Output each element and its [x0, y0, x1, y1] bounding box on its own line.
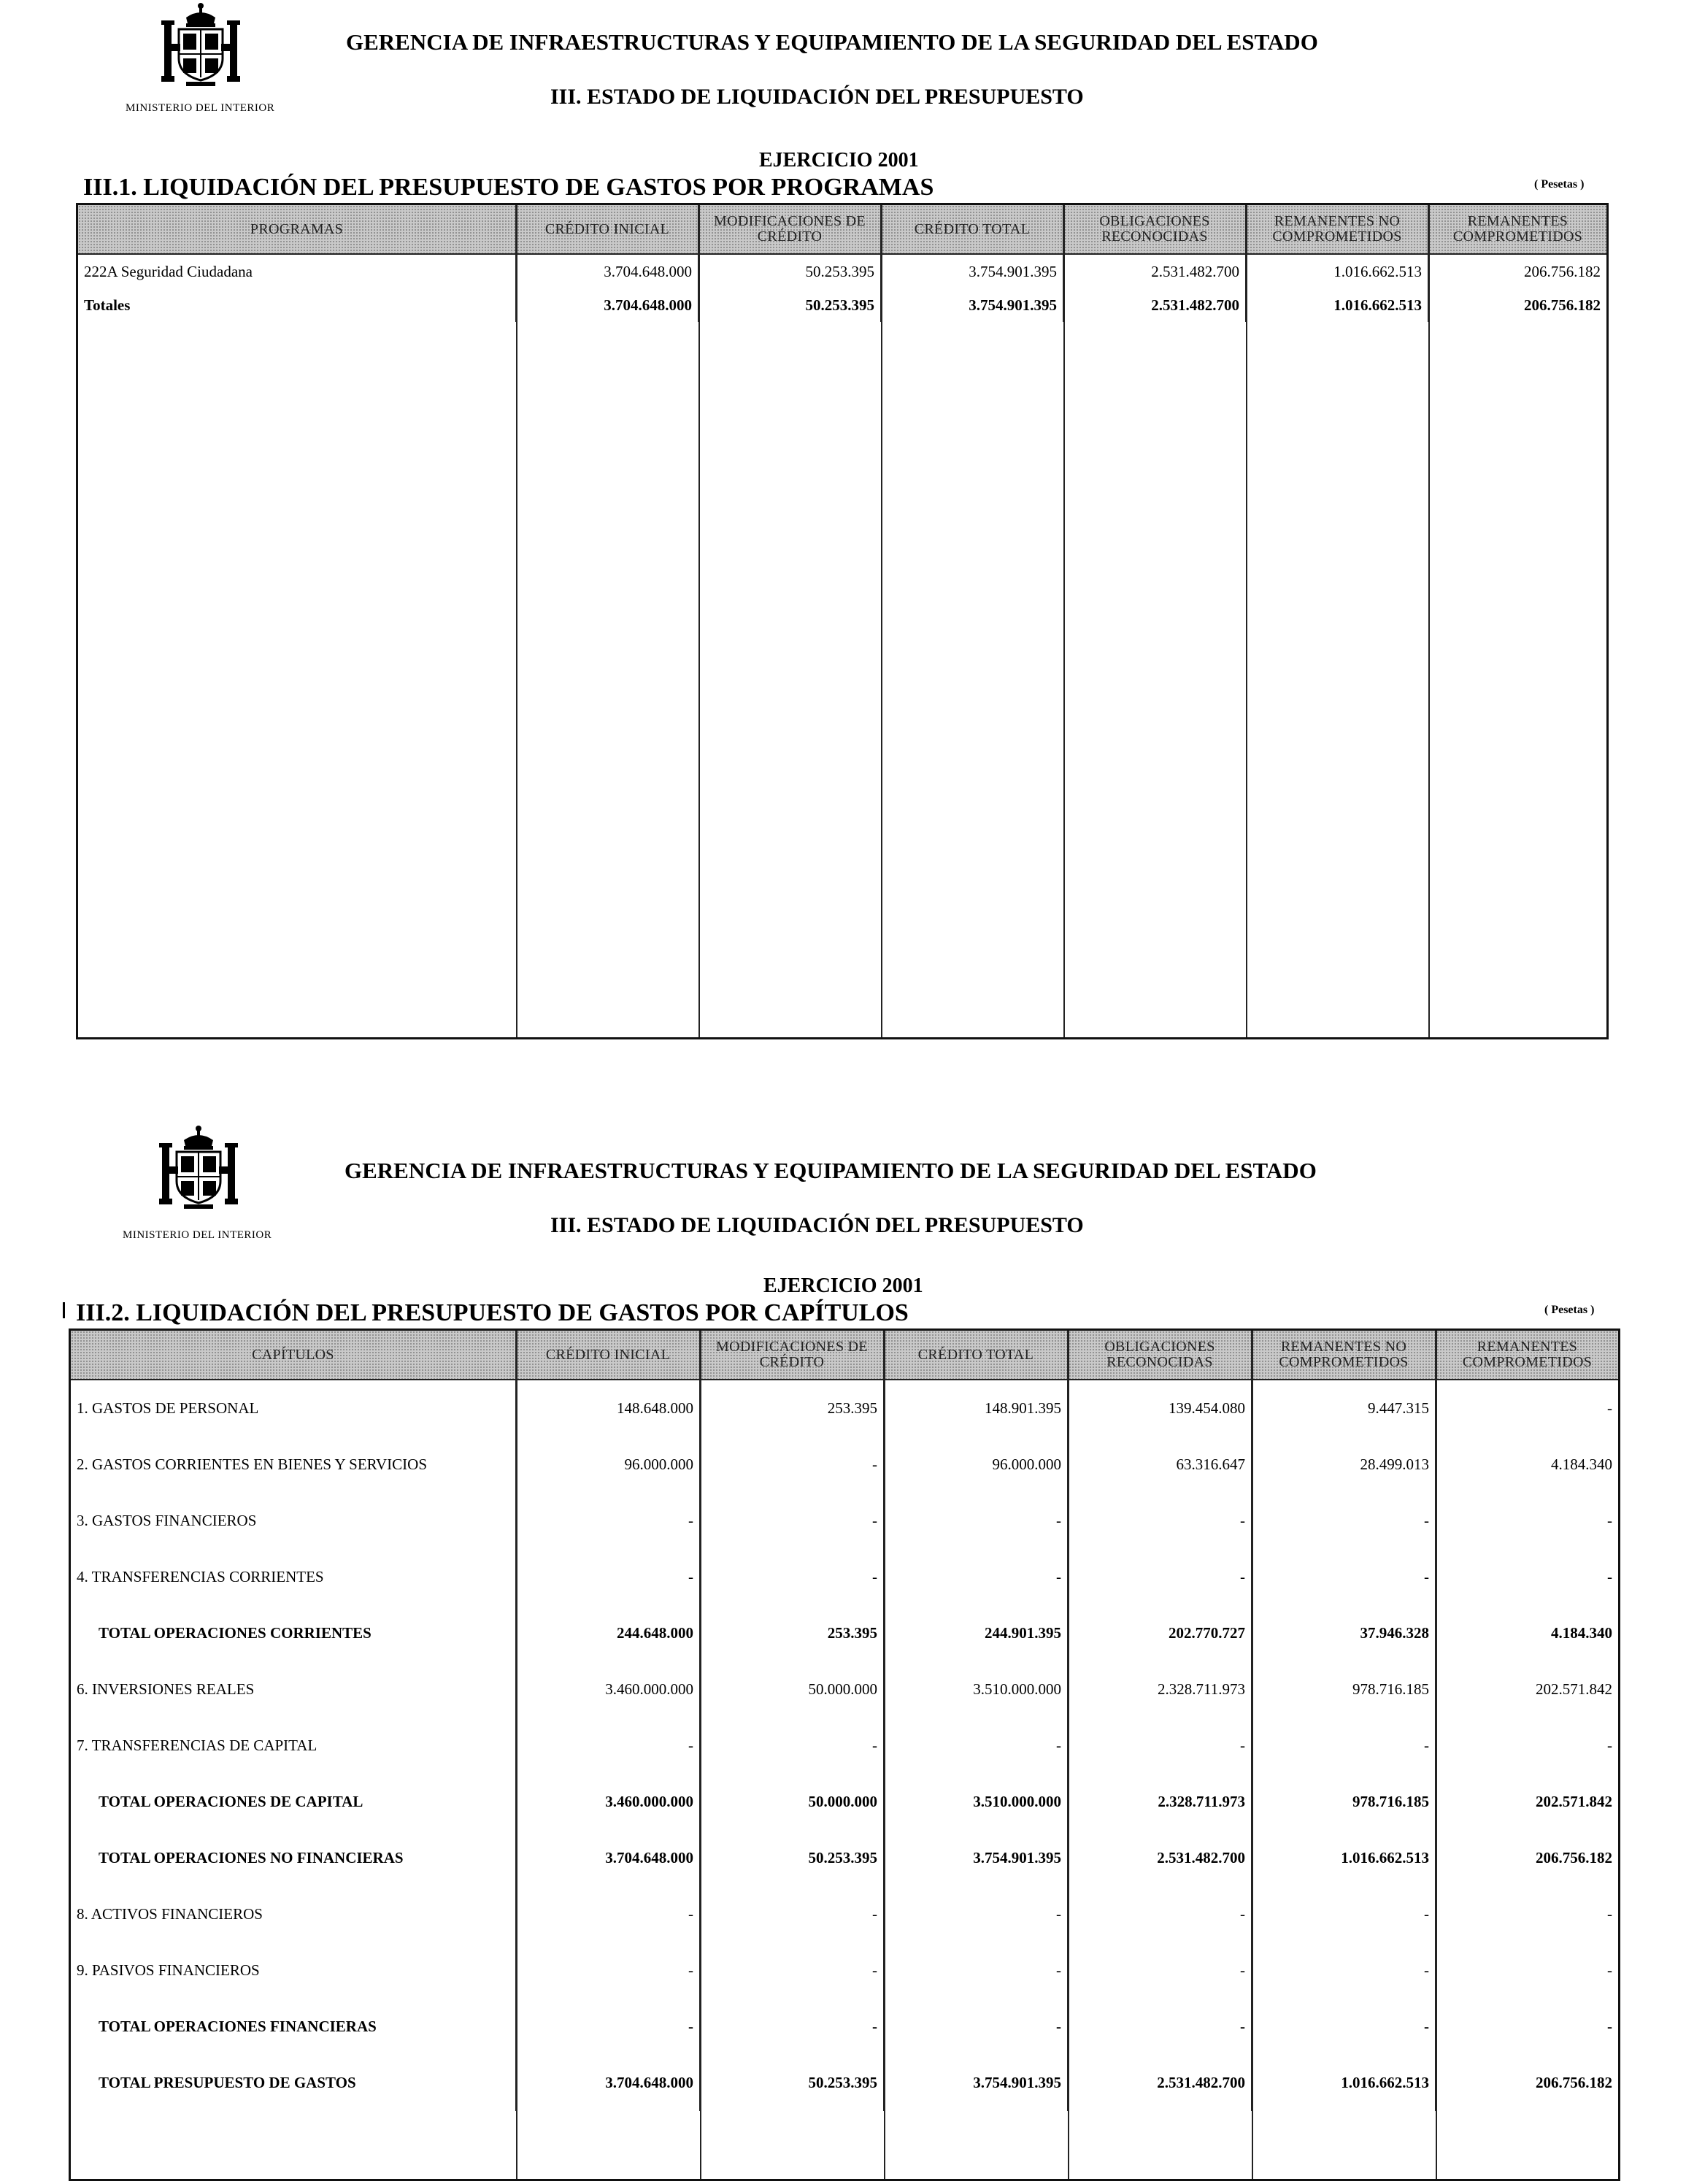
column-header: REMANENTES COMPROMETIDOS	[1436, 1331, 1618, 1380]
column-divider	[1252, 1331, 1253, 2179]
cell-value: 2.531.482.700	[1063, 288, 1246, 322]
column-divider	[700, 1331, 701, 2179]
section-programas	[0, 0, 1686, 1051]
row-label: 6. INVERSIONES REALES	[71, 1661, 516, 1718]
column-header: OBLIGACIONES RECONOCIDAS	[1063, 205, 1246, 254]
cell-value: -	[516, 1549, 700, 1605]
ministry-label: MINISTERIO DEL INTERIOR	[126, 102, 275, 114]
cell-value: -	[516, 1942, 700, 1999]
ejercicio-label: EJERCICIO 2001	[763, 1274, 923, 1297]
cell-value: 3.510.000.000	[884, 1661, 1068, 1718]
cell-value: 2.328.711.973	[1068, 1774, 1252, 1830]
cell-value: -	[516, 1493, 700, 1549]
cell-value: 206.756.182	[1536, 2074, 1612, 2091]
cell-value: 50.253.395	[698, 254, 881, 288]
cell-value: 206.756.182	[1536, 1849, 1612, 1866]
cell-value: 253.395	[700, 1380, 884, 1437]
table-row	[78, 254, 1606, 288]
cell-value: 3.754.901.395	[881, 254, 1063, 288]
cell-value: 1.016.662.513	[1252, 1830, 1436, 1886]
row-label: 1. GASTOS DE PERSONAL	[71, 1380, 516, 1437]
state-title: III. ESTADO DE LIQUIDACIÓN DEL PRESUPUESTO	[550, 85, 1084, 109]
cell-value: 139.454.080	[1068, 1380, 1252, 1437]
cell-value: 9.447.315	[1252, 1380, 1436, 1437]
table-row	[71, 1493, 1618, 1549]
cell-value: -	[1607, 1737, 1612, 1754]
cell-value: 3.460.000.000	[516, 1661, 700, 1718]
section-capitulos	[0, 1117, 1686, 2184]
cell-value: -	[516, 1718, 700, 1774]
cell-value: -	[884, 1718, 1068, 1774]
cell-value: 4.184.340	[1551, 1624, 1612, 1642]
cell-value: -	[700, 1886, 884, 1942]
cell-value: -	[700, 1718, 884, 1774]
row-label: 2. GASTOS CORRIENTES EN BIENES Y SERVICIOS	[71, 1437, 516, 1493]
column-divider	[1428, 205, 1430, 1037]
column-divider	[884, 1331, 885, 2179]
cell-value: 253.395	[700, 1605, 884, 1661]
column-header: REMANENTES COMPROMETIDOS	[1428, 205, 1606, 254]
cell-value: 50.253.395	[700, 2055, 884, 2111]
cell-value: 206.756.182	[1524, 262, 1601, 280]
column-divider	[1063, 205, 1065, 1037]
cell-value: -	[700, 1549, 884, 1605]
cell-value: -	[1607, 2018, 1612, 2035]
cell-value: -	[1607, 1961, 1612, 1979]
cell-value: 3.754.901.395	[884, 1830, 1068, 1886]
unit-label: ( Pesetas )	[1534, 178, 1585, 191]
cell-value: 202.571.842	[1536, 1793, 1612, 1810]
table-row	[78, 288, 1606, 322]
table-row	[71, 1830, 1618, 1886]
cell-value: 978.716.185	[1252, 1774, 1436, 1830]
table-header-row	[78, 205, 1606, 254]
row-label: Totales	[78, 288, 516, 322]
row-label: 9. PASIVOS FINANCIEROS	[71, 1942, 516, 1999]
cell-value: -	[1252, 1493, 1436, 1549]
cell-value: -	[1068, 1718, 1252, 1774]
cell-value: -	[1068, 1493, 1252, 1549]
table-row	[71, 1661, 1618, 1718]
table-row	[71, 1605, 1618, 1661]
table-row	[71, 2055, 1618, 2111]
column-divider	[1068, 1331, 1069, 2179]
organization-title: GERENCIA DE INFRAESTRUCTURAS Y EQUIPAMIENTO DE LA SEGURIDAD DEL ESTADO	[344, 1158, 1317, 1183]
cell-value: -	[884, 1999, 1068, 2055]
table-row	[71, 1999, 1618, 2055]
cell-value: 3.754.901.395	[881, 288, 1063, 322]
cell-value: 50.253.395	[700, 1830, 884, 1886]
programas-table	[76, 203, 1609, 1039]
row-label: 222A Seguridad Ciudadana	[78, 254, 516, 288]
cell-value: 202.770.727	[1068, 1605, 1252, 1661]
table-row	[71, 1886, 1618, 1942]
cell-value: -	[1068, 1549, 1252, 1605]
column-divider	[516, 1331, 517, 2179]
row-label: TOTAL OPERACIONES DE CAPITAL	[71, 1774, 516, 1830]
cell-value: -	[1252, 1886, 1436, 1942]
cell-value: 4.184.340	[1551, 1456, 1612, 1473]
cell-value: -	[1607, 1905, 1612, 1923]
cell-value: 2.531.482.700	[1063, 254, 1246, 288]
cell-value: -	[1068, 1886, 1252, 1942]
cell-value: 3.704.648.000	[516, 1830, 700, 1886]
cell-value: 1.016.662.513	[1246, 254, 1428, 288]
column-header: CRÉDITO TOTAL	[881, 205, 1063, 254]
row-label: TOTAL OPERACIONES FINANCIERAS	[71, 1999, 516, 2055]
cell-value: -	[700, 1942, 884, 1999]
row-label: TOTAL PRESUPUESTO DE GASTOS	[71, 2055, 516, 2111]
cell-value: -	[884, 1886, 1068, 1942]
cell-value: 1.016.662.513	[1246, 288, 1428, 322]
column-header: REMANENTES NO COMPROMETIDOS	[1246, 205, 1428, 254]
cell-value: -	[1607, 1399, 1612, 1417]
row-label: TOTAL OPERACIONES NO FINANCIERAS	[71, 1830, 516, 1886]
cell-value: 63.316.647	[1068, 1437, 1252, 1493]
cell-value: 978.716.185	[1252, 1661, 1436, 1718]
cell-value: 3.510.000.000	[884, 1774, 1068, 1830]
column-header: CRÉDITO TOTAL	[884, 1331, 1068, 1380]
cell-value: 37.946.328	[1252, 1605, 1436, 1661]
cell-value: 244.901.395	[884, 1605, 1068, 1661]
state-title: III. ESTADO DE LIQUIDACIÓN DEL PRESUPUESTO	[550, 1213, 1084, 1237]
cell-value: -	[700, 1999, 884, 2055]
margin-marker	[63, 1302, 65, 1318]
cell-value: 3.704.648.000	[516, 2055, 700, 2111]
ejercicio-label: EJERCICIO 2001	[759, 149, 919, 172]
cell-value: -	[1068, 1942, 1252, 1999]
column-divider	[1246, 205, 1247, 1037]
cell-value: -	[1607, 1568, 1612, 1585]
cell-value: -	[1252, 1999, 1436, 2055]
cell-value: -	[884, 1942, 1068, 1999]
cell-value: -	[1252, 1549, 1436, 1605]
cell-value: 3.754.901.395	[884, 2055, 1068, 2111]
table-row	[71, 1437, 1618, 1493]
cell-value: -	[1252, 1942, 1436, 1999]
cell-value: -	[700, 1493, 884, 1549]
cell-value: 50.000.000	[700, 1774, 884, 1830]
column-header: CAPÍTULOS	[71, 1331, 516, 1380]
column-divider	[881, 205, 882, 1037]
column-header: CRÉDITO INICIAL	[516, 205, 698, 254]
cell-value: -	[884, 1549, 1068, 1605]
cell-value: 3.704.648.000	[516, 288, 698, 322]
column-divider	[698, 205, 700, 1037]
capitulos-table	[69, 1329, 1620, 2181]
cell-value: 28.499.013	[1252, 1437, 1436, 1493]
cell-value: 148.648.000	[516, 1380, 700, 1437]
column-header: OBLIGACIONES RECONOCIDAS	[1068, 1331, 1252, 1380]
cell-value: 1.016.662.513	[1252, 2055, 1436, 2111]
cell-value: -	[884, 1493, 1068, 1549]
coat-of-arms-icon	[155, 1124, 242, 1215]
cell-value: -	[516, 1886, 700, 1942]
row-label: 4. TRANSFERENCIAS CORRIENTES	[71, 1549, 516, 1605]
cell-value: 2.531.482.700	[1068, 1830, 1252, 1886]
column-header: CRÉDITO INICIAL	[516, 1331, 700, 1380]
row-label: 8. ACTIVOS FINANCIEROS	[71, 1886, 516, 1942]
row-label: 7. TRANSFERENCIAS DE CAPITAL	[71, 1718, 516, 1774]
table-row	[71, 1549, 1618, 1605]
column-header: MODIFICACIONES DE CRÉDITO	[698, 205, 881, 254]
cell-value: 50.000.000	[700, 1661, 884, 1718]
column-header: PROGRAMAS	[78, 205, 516, 254]
section-title: III.2. LIQUIDACIÓN DEL PRESUPUESTO DE GASTOS POR CAPÍTULOS	[76, 1299, 909, 1326]
cell-value: 202.571.842	[1536, 1680, 1612, 1698]
cell-value: 206.756.182	[1524, 296, 1601, 314]
cell-value: -	[1068, 1999, 1252, 2055]
row-label: 3. GASTOS FINANCIEROS	[71, 1493, 516, 1549]
table-row	[71, 1718, 1618, 1774]
cell-value: -	[1607, 1512, 1612, 1529]
coat-of-arms-icon	[157, 1, 245, 93]
section-title: III.1. LIQUIDACIÓN DEL PRESUPUESTO DE GASTOS POR PROGRAMAS	[83, 174, 934, 201]
cell-value: -	[516, 1999, 700, 2055]
ministry-label: MINISTERIO DEL INTERIOR	[123, 1229, 272, 1241]
column-header: MODIFICACIONES DE CRÉDITO	[700, 1331, 884, 1380]
column-divider	[516, 205, 517, 1037]
cell-value: -	[700, 1437, 884, 1493]
table-row	[71, 1380, 1618, 1437]
table-row	[71, 1774, 1618, 1830]
table-row	[71, 1942, 1618, 1999]
cell-value: 148.901.395	[884, 1380, 1068, 1437]
cell-value: 3.704.648.000	[516, 254, 698, 288]
organization-title: GERENCIA DE INFRAESTRUCTURAS Y EQUIPAMIENTO DE LA SEGURIDAD DEL ESTADO	[346, 29, 1318, 55]
column-header: REMANENTES NO COMPROMETIDOS	[1252, 1331, 1436, 1380]
unit-label: ( Pesetas )	[1544, 1304, 1595, 1316]
cell-value: 244.648.000	[516, 1605, 700, 1661]
cell-value: 2.328.711.973	[1068, 1661, 1252, 1718]
cell-value: 96.000.000	[516, 1437, 700, 1493]
row-label: TOTAL OPERACIONES CORRIENTES	[71, 1605, 516, 1661]
cell-value: 50.253.395	[698, 288, 881, 322]
column-divider	[1436, 1331, 1437, 2179]
cell-value: -	[1252, 1718, 1436, 1774]
table-header-row	[71, 1331, 1618, 1380]
cell-value: 96.000.000	[884, 1437, 1068, 1493]
cell-value: 3.460.000.000	[516, 1774, 700, 1830]
cell-value: 2.531.482.700	[1068, 2055, 1252, 2111]
